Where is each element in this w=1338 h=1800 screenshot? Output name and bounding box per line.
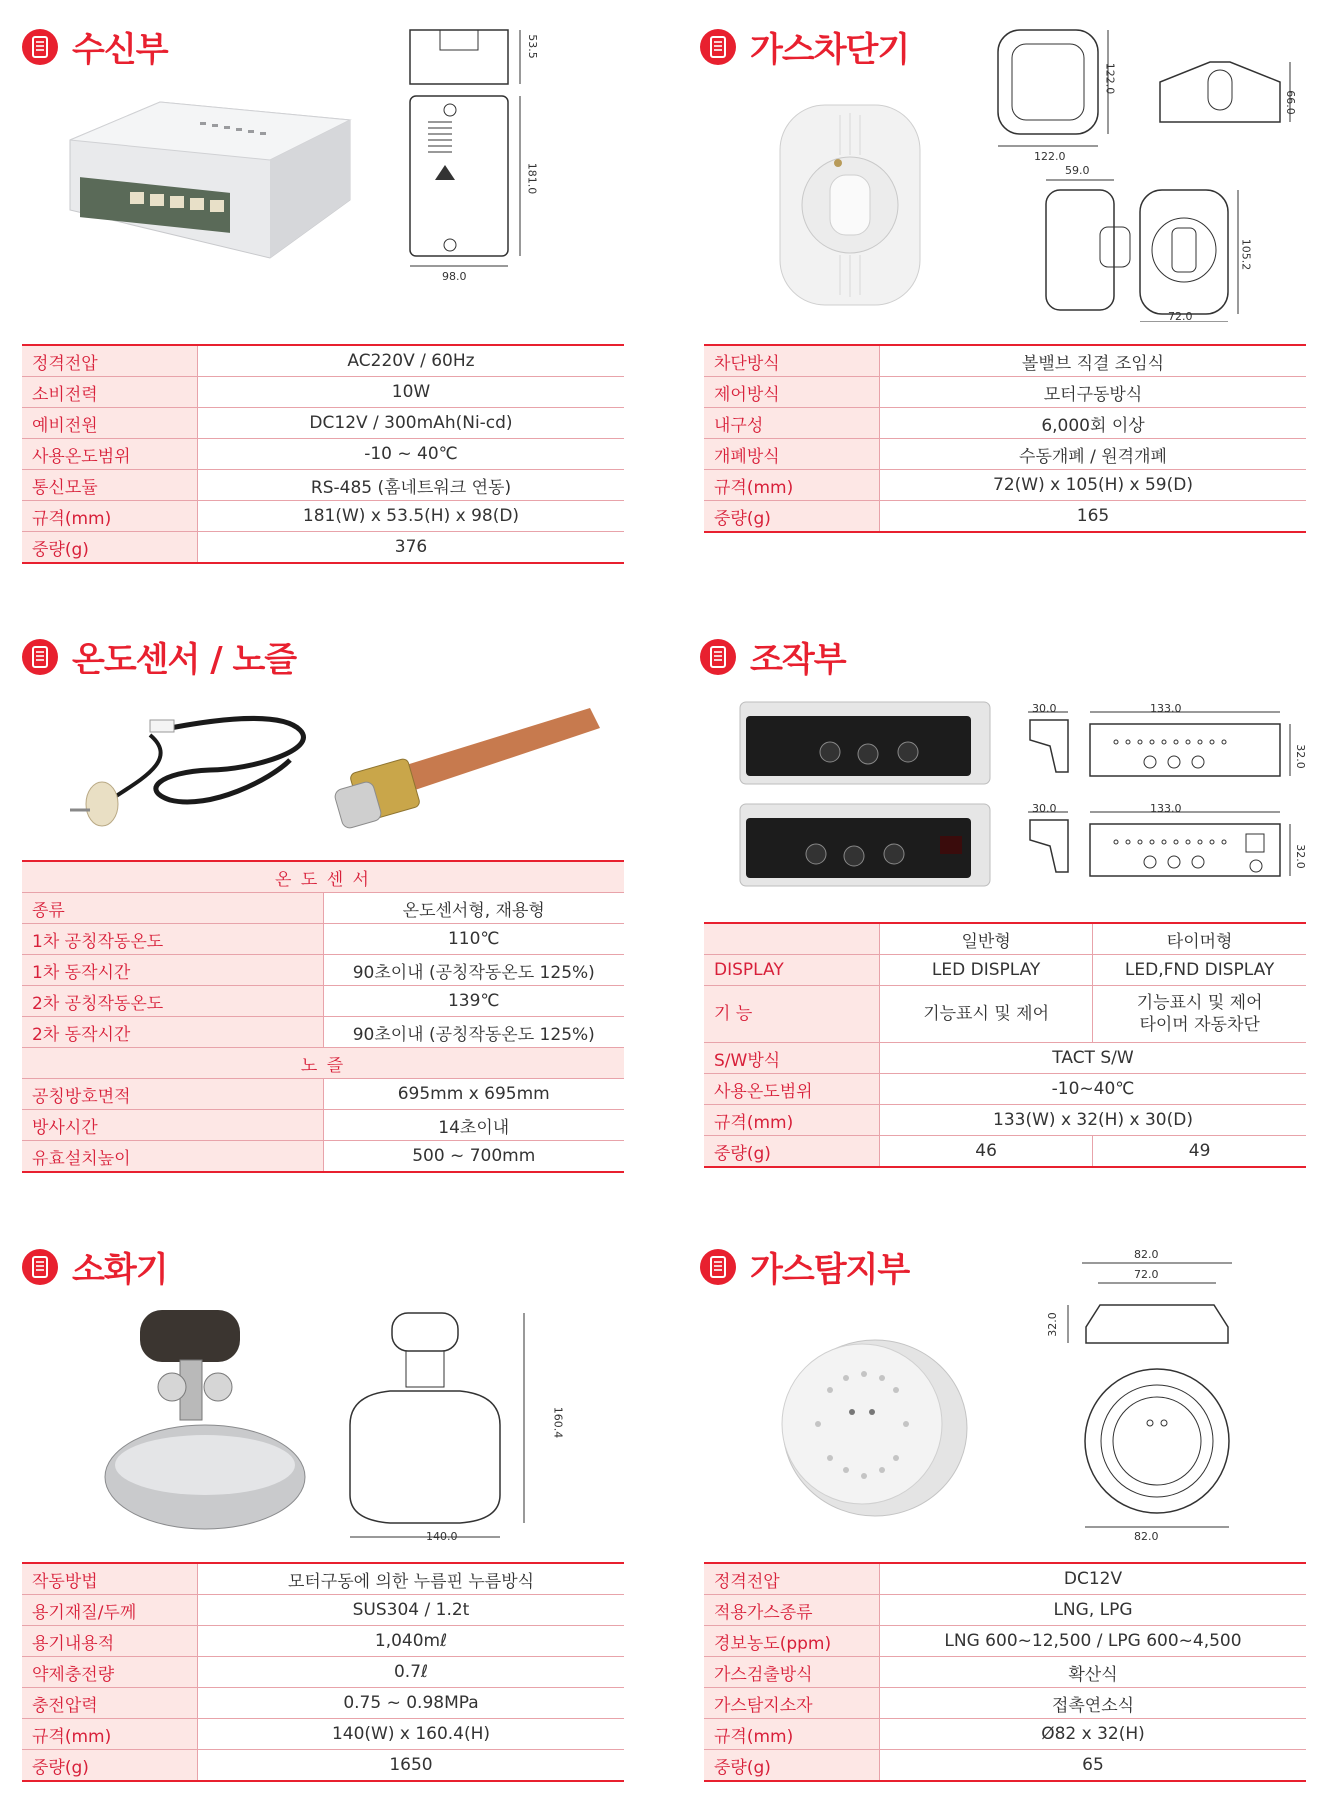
gas-valve-drawing xyxy=(990,22,1300,326)
document-icon xyxy=(22,29,58,65)
spec-key-cell: 경보농도(ppm) xyxy=(704,1626,880,1657)
spec-key-cell: 규격(mm) xyxy=(22,1719,198,1750)
table-row xyxy=(22,1563,624,1595)
table-row xyxy=(22,1719,624,1750)
dim-label: 53.5 xyxy=(525,34,539,59)
control-spec-table xyxy=(704,922,1306,1168)
spec-value-cell: 110℃ xyxy=(323,924,624,955)
spec-value-cell: 노 즐 xyxy=(22,1048,624,1079)
spec-key-cell: 유효설치높이 xyxy=(22,1141,323,1173)
extinguisher-drawing xyxy=(340,1305,580,1549)
spec-key-cell: 정격전압 xyxy=(22,345,198,377)
spec-key-cell: 규격(mm) xyxy=(22,501,198,532)
gas-detector-spec-table xyxy=(704,1562,1306,1782)
table-row xyxy=(704,439,1306,470)
dim-label: 82.0 xyxy=(1134,1530,1159,1543)
spec-key-cell: 사용온도범위 xyxy=(704,1074,880,1105)
spec-value-cell: 181(W) x 53.5(H) x 98(D) xyxy=(198,501,625,532)
spec-key-cell: 충전압력 xyxy=(22,1688,198,1719)
spec-value-cell: 1650 xyxy=(198,1750,625,1782)
spec-key-cell: 규격(mm) xyxy=(704,470,880,501)
spec-value-cell: 모터구동에 의한 누름핀 누름방식 xyxy=(198,1563,625,1595)
spec-key-cell: 가스검출방식 xyxy=(704,1657,880,1688)
table-row xyxy=(704,1657,1306,1688)
extinguisher-photo xyxy=(100,1305,310,1534)
receiver-drawing xyxy=(400,20,550,289)
table-row xyxy=(22,1595,624,1626)
spec-value-cell: 확산식 xyxy=(880,1657,1307,1688)
spec-key-cell: 중량(g) xyxy=(22,1750,198,1782)
temperature-sensor-photo xyxy=(50,700,330,844)
table-row xyxy=(22,532,624,564)
spec-key-cell: 중량(g) xyxy=(22,532,198,564)
spec-value-cell: 볼밸브 직결 조임식 xyxy=(880,345,1307,377)
section-header-control xyxy=(700,632,846,681)
spec-value-cell: 65 xyxy=(880,1750,1307,1782)
dim-label: 32.0 xyxy=(1045,1312,1059,1337)
table-row xyxy=(704,1043,1306,1074)
spec-value-cell: 1,040mℓ xyxy=(198,1626,625,1657)
spec-key-cell xyxy=(704,923,880,955)
extinguisher-spec-table xyxy=(22,1562,624,1782)
table-row xyxy=(22,1688,624,1719)
spec-value-cell: 140(W) x 160.4(H) xyxy=(198,1719,625,1750)
control-panel-photo xyxy=(738,700,998,904)
table-row xyxy=(704,1563,1306,1595)
spec-key-cell: 1차 동작시간 xyxy=(22,955,323,986)
spec-value-cell: TACT S/W xyxy=(880,1043,1307,1074)
receiver-spec-table xyxy=(22,344,624,564)
nozzle-photo xyxy=(330,700,610,844)
spec-value-cell: 기능표시 및 제어 타이머 자동차단 xyxy=(1093,986,1306,1043)
table-row xyxy=(704,1626,1306,1657)
table-row xyxy=(22,1657,624,1688)
spec-value-cell: 6,000회 이상 xyxy=(880,408,1307,439)
spec-value-cell: LED,FND DISPLAY xyxy=(1093,955,1306,986)
spec-key-cell: 방사시간 xyxy=(22,1110,323,1141)
table-row xyxy=(22,1626,624,1657)
table-row xyxy=(704,1719,1306,1750)
section-header-gas-detector xyxy=(700,1242,909,1291)
gas-valve-spec-table xyxy=(704,344,1306,533)
table-row xyxy=(704,986,1306,1043)
spec-value-cell: 10W xyxy=(198,377,625,408)
spec-value-cell: RS-485 (홈네트워크 연동) xyxy=(198,470,625,501)
document-icon xyxy=(22,639,58,675)
dim-label: 32.0 xyxy=(1293,844,1307,869)
receiver-photo xyxy=(60,80,370,274)
spec-value-cell: 수동개폐 / 원격개폐 xyxy=(880,439,1307,470)
table-row xyxy=(704,1688,1306,1719)
spec-value-cell: 72(W) x 105(H) x 59(D) xyxy=(880,470,1307,501)
table-row xyxy=(22,924,624,955)
spec-key-cell: S/W방식 xyxy=(704,1043,880,1074)
table-row xyxy=(22,1750,624,1782)
section-header-extinguisher xyxy=(22,1242,168,1291)
spec-key-cell: 소비전력 xyxy=(22,377,198,408)
dim-label: 98.0 xyxy=(442,270,467,283)
dim-label: 59.0 xyxy=(1065,164,1090,177)
spec-value-cell: 온도센서형, 재용형 xyxy=(323,893,624,924)
section-header-gas-valve xyxy=(700,22,909,71)
table-subheader xyxy=(22,861,624,893)
spec-value-cell: 기능표시 및 제어 xyxy=(880,986,1093,1043)
table-row xyxy=(22,955,624,986)
spec-key-cell: 용기내용적 xyxy=(22,1626,198,1657)
dim-label: 30.0 xyxy=(1032,802,1057,815)
sensor-spec-table xyxy=(22,860,624,1173)
gas-valve-photo xyxy=(770,95,930,319)
spec-value-cell: AC220V / 60Hz xyxy=(198,345,625,377)
spec-key-cell: 종류 xyxy=(22,893,323,924)
spec-key-cell: 규격(mm) xyxy=(704,1105,880,1136)
dim-label: 133.0 xyxy=(1150,702,1182,715)
table-row xyxy=(22,1141,624,1173)
spec-value-cell: DC12V / 300mAh(Ni-cd) xyxy=(198,408,625,439)
table-row xyxy=(22,501,624,532)
spec-value-cell: 90초이내 (공칭작동온도 125%) xyxy=(323,1017,624,1048)
spec-key-cell: 제어방식 xyxy=(704,377,880,408)
gas-detector-photo xyxy=(770,1320,970,1524)
spec-value-cell: LED DISPLAY xyxy=(880,955,1093,986)
spec-value-cell: 500 ~ 700mm xyxy=(323,1141,624,1173)
dim-label: 82.0 xyxy=(1134,1248,1159,1261)
section-title: 수신부 xyxy=(72,30,168,70)
dim-label: 122.0 xyxy=(1103,62,1117,95)
document-icon xyxy=(700,639,736,675)
spec-key-cell: 내구성 xyxy=(704,408,880,439)
table-row xyxy=(704,1074,1306,1105)
spec-key-cell: 약제충전량 xyxy=(22,1657,198,1688)
spec-key-cell: 중량(g) xyxy=(704,1750,880,1782)
spec-value-cell: 46 xyxy=(880,1136,1093,1168)
spec-key-cell: 작동방법 xyxy=(22,1563,198,1595)
table-row xyxy=(22,1110,624,1141)
dim-label: 181.0 xyxy=(525,162,539,195)
spec-value-cell: 온 도 센 서 xyxy=(22,861,624,893)
spec-value-cell: -10 ~ 40℃ xyxy=(198,439,625,470)
spec-key-cell: 공칭방호면적 xyxy=(22,1079,323,1110)
section-title: 가스차단기 xyxy=(750,30,910,70)
spec-key-cell: 차단방식 xyxy=(704,345,880,377)
section-header-receiver xyxy=(22,22,168,71)
section-title: 온도센서 / 노즐 xyxy=(72,640,297,680)
spec-value-cell: 14초이내 xyxy=(323,1110,624,1141)
table-row xyxy=(704,1750,1306,1782)
dim-label: 66.0 xyxy=(1283,90,1297,115)
section-title: 조작부 xyxy=(750,640,846,680)
spec-value-cell: 90초이내 (공칭작동온도 125%) xyxy=(323,955,624,986)
spec-value-cell: DC12V xyxy=(880,1563,1307,1595)
dim-label: 133.0 xyxy=(1150,802,1182,815)
spec-key-cell: 적용가스종류 xyxy=(704,1595,880,1626)
spec-value-cell: 접촉연소식 xyxy=(880,1688,1307,1719)
spec-value-cell: 695mm x 695mm xyxy=(323,1079,624,1110)
section-title: 소화기 xyxy=(72,1250,168,1290)
spec-value-cell: 165 xyxy=(880,501,1307,533)
table-row xyxy=(22,439,624,470)
spec-value-cell: 0.75 ~ 0.98MPa xyxy=(198,1688,625,1719)
spec-value-cell: 0.7ℓ xyxy=(198,1657,625,1688)
table-row xyxy=(22,345,624,377)
section-title: 가스탐지부 xyxy=(750,1250,910,1290)
spec-key-cell: 2차 동작시간 xyxy=(22,1017,323,1048)
table-row xyxy=(22,1017,624,1048)
dim-label: 72.0 xyxy=(1168,310,1193,323)
document-icon xyxy=(22,1249,58,1285)
spec-key-cell: 통신모듈 xyxy=(22,470,198,501)
document-icon xyxy=(700,1249,736,1285)
spec-value-cell: 376 xyxy=(198,532,625,564)
spec-value-cell: -10~40℃ xyxy=(880,1074,1307,1105)
spec-key-cell: 예비전원 xyxy=(22,408,198,439)
table-subheader xyxy=(22,1048,624,1079)
document-icon xyxy=(700,29,736,65)
table-row xyxy=(704,1595,1306,1626)
spec-key-cell: 중량(g) xyxy=(704,1136,880,1168)
table-row xyxy=(22,1079,624,1110)
spec-key-cell: 정격전압 xyxy=(704,1563,880,1595)
dim-label: 32.0 xyxy=(1293,744,1307,769)
spec-key-cell: 개폐방식 xyxy=(704,439,880,470)
table-row xyxy=(22,377,624,408)
table-header-row xyxy=(704,923,1306,955)
spec-value-cell: 133(W) x 32(H) x 30(D) xyxy=(880,1105,1307,1136)
dim-label: 105.2 xyxy=(1239,238,1253,271)
spec-value-cell: 49 xyxy=(1093,1136,1306,1168)
table-row xyxy=(704,501,1306,533)
table-row xyxy=(704,955,1306,986)
spec-key-cell: 용기재질/두께 xyxy=(22,1595,198,1626)
table-row xyxy=(22,893,624,924)
gas-detector-drawing xyxy=(1040,1255,1260,1549)
spec-key-cell: 2차 공칭작동온도 xyxy=(22,986,323,1017)
table-row xyxy=(704,377,1306,408)
spec-value-cell: 일반형 xyxy=(880,923,1093,955)
dim-label: 160.4 xyxy=(551,1406,565,1439)
spec-key-cell: 사용온도범위 xyxy=(22,439,198,470)
spec-value-cell: Ø82 x 32(H) xyxy=(880,1719,1307,1750)
table-row xyxy=(22,470,624,501)
dim-label: 122.0 xyxy=(1034,150,1066,163)
table-row xyxy=(22,408,624,439)
spec-value-cell: SUS304 / 1.2t xyxy=(198,1595,625,1626)
dim-label: 140.0 xyxy=(426,1530,458,1543)
spec-key-cell: 규격(mm) xyxy=(704,1719,880,1750)
spec-key-cell: 기 능 xyxy=(704,986,880,1043)
spec-key-cell: 가스탐지소자 xyxy=(704,1688,880,1719)
table-row xyxy=(704,345,1306,377)
table-row xyxy=(704,1105,1306,1136)
spec-value-cell: 139℃ xyxy=(323,986,624,1017)
dim-label: 30.0 xyxy=(1032,702,1057,715)
dim-label: 72.0 xyxy=(1134,1268,1159,1281)
spec-value-cell: 모터구동방식 xyxy=(880,377,1307,408)
spec-value-cell: LNG, LPG xyxy=(880,1595,1307,1626)
spec-key-cell: DISPLAY xyxy=(704,955,880,986)
table-row xyxy=(22,986,624,1017)
spec-value-cell: 타이머형 xyxy=(1093,923,1306,955)
table-row xyxy=(704,1136,1306,1168)
table-row xyxy=(704,408,1306,439)
spec-value-cell: LNG 600~12,500 / LPG 600~4,500 xyxy=(880,1626,1307,1657)
section-header-sensor xyxy=(22,632,296,681)
spec-key-cell: 중량(g) xyxy=(704,501,880,533)
spec-key-cell: 1차 공칭작동온도 xyxy=(22,924,323,955)
table-row xyxy=(704,470,1306,501)
